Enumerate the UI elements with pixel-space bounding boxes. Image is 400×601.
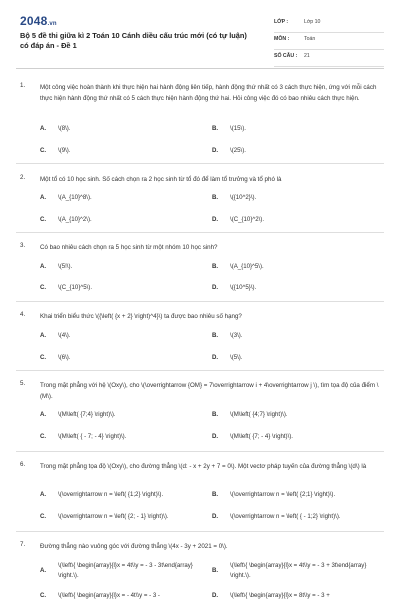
option-text: \(5!\). [58, 263, 73, 270]
question-text: Một công việc hoàn thành khi thực hiện hai hành động liên tiếp, hành động thứ nhất có 3 cách thực hiện, ứng với mỗi cách thực hiện hành động thứ nhất có 5 cách thực hiện hành động thứ hai. Hỏi công việc đó có bao nhiêu cách thực hiện. [40, 84, 377, 102]
option-text: \(M\left( { - 7; - 4} \right)\). [58, 433, 127, 440]
question-number: 7. [20, 541, 26, 548]
option-letter: C. [40, 592, 47, 599]
question-separator [16, 451, 384, 452]
question-text: Trong mặt phẳng tọa độ \(Oxy\), cho đường thẳng \(d: - x + 2y + 7 = 0\). Một vectơ pháp tuyến của đường thẳng \(d\) là [40, 463, 367, 470]
option-letter: B. [212, 194, 219, 201]
option-text: \(C_{10}^2\). [230, 216, 265, 223]
info-row-subject [274, 33, 384, 50]
question-text: Trong mặt phẳng với hệ \(Oxy\), cho \(\overrightarrow {OM} = 7\overrightarrow i + 4\overrightarrow j \), tìm tọa độ của điểm \(M\). [40, 382, 379, 400]
info-key: LỚP : [274, 19, 289, 25]
document-title: Bộ 5 đề thi giữa kì 2 Toán 10 Cánh diều cấu trúc mới (có tự luận) có đáp án - Đề 1 [20, 31, 247, 50]
info-key: SỐ CÂU : [274, 53, 298, 59]
site-logo[interactable] [20, 14, 57, 28]
option-letter: C. [40, 513, 47, 520]
option-letter: A. [40, 263, 47, 270]
question-separator [16, 163, 384, 164]
option-text: \(4\). [58, 332, 71, 339]
option-text: \(\overrightarrow n = \left( {2; - 1} \right)\). [58, 513, 169, 520]
option-text: \(A_{10}^5\). [230, 263, 264, 270]
question-text: Đường thẳng nào vuông góc với đường thẳng \(4x - 3y + 2021 = 0\). [40, 543, 228, 550]
logo-suffix: .vn [47, 21, 57, 27]
option-text: \({10^5}\). [230, 284, 257, 291]
option-text: \(\left\{ \begin{array}{l}x = 4t\\y = - 3 + 3t\end{array} \right.\). [230, 562, 367, 579]
option-letter: B. [212, 263, 219, 270]
question-number: 1. [20, 82, 26, 89]
option-text: \(\left\{ \begin{array}{l}x = 8t\\y = - 3 + [230, 592, 330, 599]
option-letter: D. [212, 147, 219, 154]
option-letter: B. [212, 491, 219, 498]
info-key: MÔN : [274, 36, 290, 42]
option-text: \(A_{10}^8\). [58, 194, 92, 201]
option-letter: B. [212, 332, 219, 339]
option-text: \(9\). [58, 147, 71, 154]
option-letter: C. [40, 354, 47, 361]
info-row-class [274, 16, 384, 33]
question-text: Một tổ có 10 học sinh. Số cách chọn ra 2 học sinh từ tổ đó để làm tổ trưởng và tổ phó là [40, 176, 282, 183]
option-text: \(5\). [230, 354, 243, 361]
option-letter: D. [212, 433, 219, 440]
option-letter: D. [212, 592, 219, 599]
option-letter: C. [40, 284, 47, 291]
info-value: 21 [304, 53, 310, 59]
question-number: 6. [20, 461, 26, 468]
question-separator [16, 531, 384, 532]
option-letter: C. [40, 216, 47, 223]
option-text: \(6\). [58, 354, 71, 361]
option-text: \(25\). [230, 147, 246, 154]
option-letter: B. [212, 567, 219, 574]
question-number: 3. [20, 242, 26, 249]
question-number: 2. [20, 174, 26, 181]
question-separator [16, 301, 384, 302]
option-letter: A. [40, 411, 47, 418]
question-text: Có bao nhiêu cách chọn ra 5 học sinh từ một nhóm 10 học sinh? [40, 244, 218, 251]
question-number: 5. [20, 380, 26, 387]
info-value: Lớp 10 [304, 19, 321, 25]
option-letter: A. [40, 567, 47, 574]
option-text: \(15\). [230, 125, 246, 132]
option-letter: D. [212, 354, 219, 361]
question-number: 4. [20, 311, 26, 318]
option-letter: D. [212, 513, 219, 520]
option-letter: A. [40, 332, 47, 339]
option-text: \(8\). [58, 125, 71, 132]
info-row-count [274, 50, 384, 67]
option-text: \(\overrightarrow n = \left( { - 1;2} \right)\). [230, 513, 341, 520]
option-letter: C. [40, 147, 47, 154]
option-letter: D. [212, 216, 219, 223]
option-text: \(\left\{ \begin{array}{l}x = 4t\\y = - 3 - 3t\end{array} \right.\). [58, 562, 193, 579]
document-header [20, 12, 382, 64]
option-letter: B. [212, 411, 219, 418]
info-panel [274, 16, 384, 67]
option-text: \(\overrightarrow n = \left( {2;1} \right)\). [230, 491, 336, 498]
option-text: \(M\left( {7; - 4} \right)\). [230, 433, 293, 440]
option-text: \(C_{10}^5\). [58, 284, 93, 291]
option-letter: A. [40, 194, 47, 201]
option-text: \(M\left( {4;7} \right)\). [230, 411, 288, 418]
option-text: \(3\). [230, 332, 243, 339]
question-separator [16, 232, 384, 233]
header-divider [16, 68, 384, 69]
option-text: \(M\left( {7;4} \right)\). [58, 411, 116, 418]
option-letter: A. [40, 491, 47, 498]
option-letter: B. [212, 125, 219, 132]
logo-main: 2048 [20, 14, 48, 28]
option-text: \(A_{10}^2\). [58, 216, 92, 223]
question-text: Khai triển biểu thức \({\left( {x + 2} \right)^4}\) ta được bao nhiêu số hạng? [40, 313, 242, 320]
option-text: \(\left\{ \begin{array}{l}x = - 4t\\y = - 3 - [58, 592, 160, 599]
question-separator [16, 370, 384, 371]
option-letter: A. [40, 125, 47, 132]
option-letter: C. [40, 433, 47, 440]
option-letter: D. [212, 284, 219, 291]
option-text: \(\overrightarrow n = \left( {1;2} \right)\). [58, 491, 164, 498]
option-text: \({10^2}\). [230, 194, 257, 201]
info-value: Toán [304, 36, 316, 42]
